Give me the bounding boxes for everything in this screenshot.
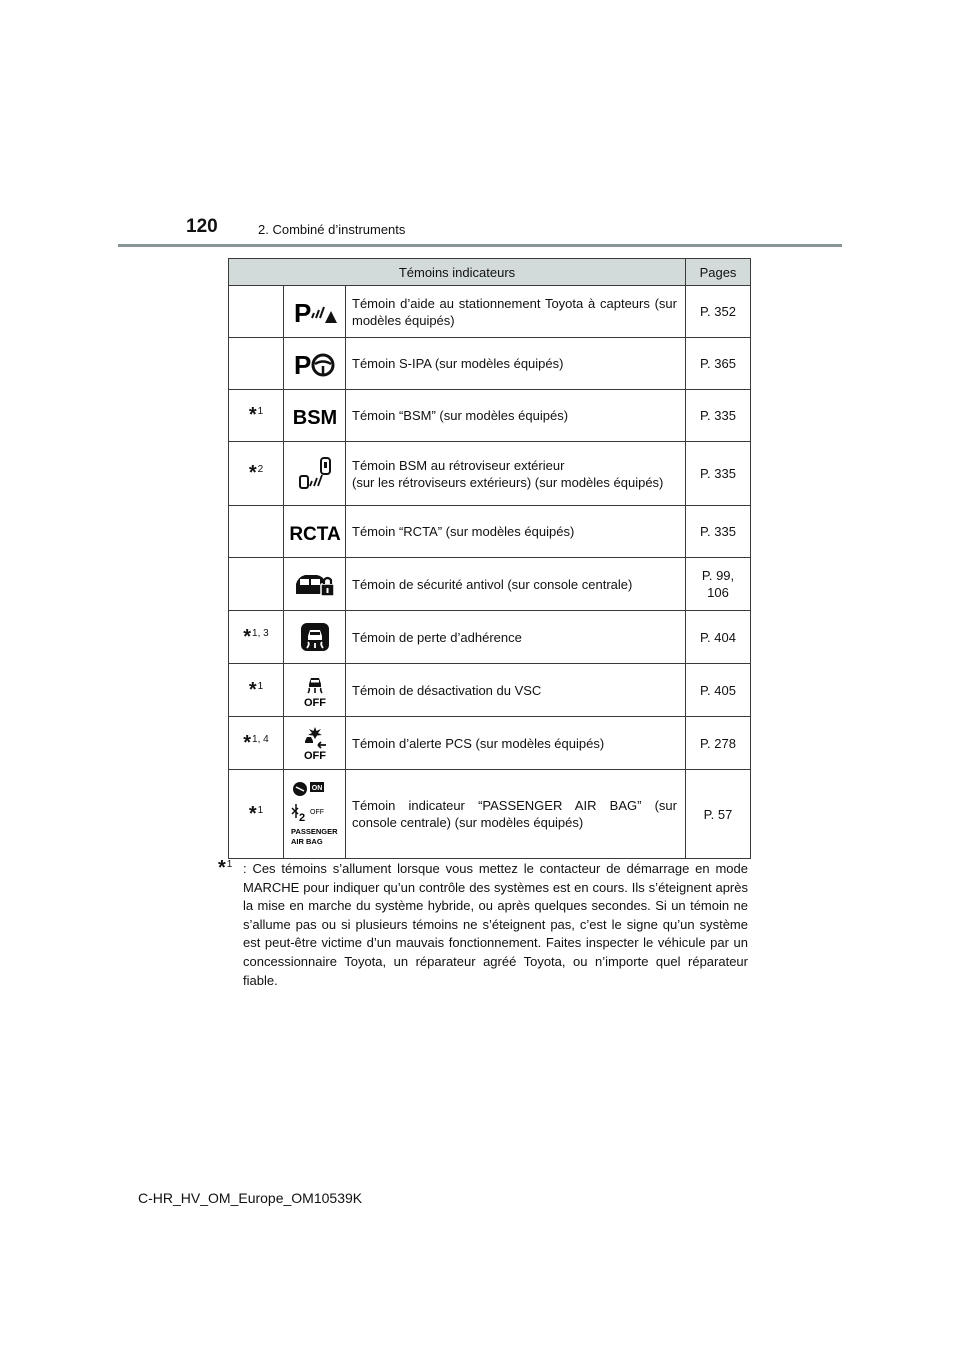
page-number: 120 [186,216,218,237]
icon-cell [284,717,346,770]
icon-cell [284,338,346,390]
note-number: 1 [257,804,264,816]
table-header-row [229,259,751,286]
page-ref: P. 365 [686,338,751,390]
note-cell [229,558,284,611]
page-ref: P. 278 [686,717,751,770]
page-ref: P. 99, 106 [686,558,751,611]
note-number: 2 [257,464,264,475]
svg-text:P: P [293,297,311,326]
pcs-off-icon [297,725,333,761]
icon-cell [284,442,346,506]
table-row [229,770,751,859]
description-cell: Témoin de perte d’adhérence [346,611,686,664]
header-rule [118,244,842,247]
page-ref: P. 57 [686,770,751,859]
asterisk: * [218,857,226,879]
note-number: 1, 3 [252,627,269,639]
asterisk: * [243,731,252,754]
footnote-text: : Ces témoins s’allument lorsque vous mettez le contacteur de démarrage en mode MARCHE pour indiquer qu’un contrôle des systèmes est en cours. Ils s’éteignent après la mise en marche du système hybride, ou après quelques secondes. Si un témoin ne s’allume pas ou si plusieurs témoins ne s’éteignent pas, c’est le signe qu’un système est peut-être victime d’un mauvais fonctionnement. Faites inspecter le véhicule par un concessionnaire Toyota, un réparateur agréé Toyota, ou n’importe quel réparateur fiable. [243,861,748,988]
table-row [229,558,751,611]
svg-text:OFF: OFF [303,697,326,708]
mirror-bsm-icon [295,454,335,494]
svg-text:2: 2 [298,812,305,824]
description-cell: Témoin BSM au rétroviseur extérieur (sur les rétroviseurs extérieurs) (sur modèles équipés) [346,442,686,506]
s-ipa-icon [292,350,338,378]
description-cell: Témoin “BSM” (sur modèles équipés) [346,390,686,442]
note-cell [229,506,284,558]
table-row [229,506,751,558]
svg-text:BSM: BSM [292,406,337,428]
svg-text:RCTA: RCTA [288,523,341,544]
asterisk: * [248,462,257,484]
asterisk: * [248,678,257,701]
description-cell: Témoin de sécurité antivol (sur console centrale) [346,558,686,611]
description-cell: Témoin d’aide au stationnement Toyota à capteurs (sur modèles équipés) [346,286,686,338]
page-ref: P. 335 [686,390,751,442]
description-cell: Témoin de désactivation du VSC [346,664,686,717]
table-row [229,611,751,664]
slip-icon [299,621,331,653]
table-row [229,338,751,390]
icon-cell [284,506,346,558]
icon-cell [284,611,346,664]
asterisk: * [243,625,252,648]
svg-text:P: P [293,349,311,378]
description-cell: Témoin S-IPA (sur modèles équipés) [346,338,686,390]
parking-sensor-icon [292,298,338,326]
note-cell [229,338,284,390]
bsm-icon [290,404,340,428]
page-ref: P. 405 [686,664,751,717]
note-cell [229,664,284,717]
page-ref: P. 352 [686,286,751,338]
table-row [229,442,751,506]
description-cell: Témoin indicateur “PASSENGER AIR BAG” (sur console centrale) (sur modèles équipés) [346,770,686,859]
description-cell: Témoin “RCTA” (sur modèles équipés) [346,506,686,558]
column-header-indicators: Témoins indicateurs [229,259,686,286]
svg-text:AIR BAG: AIR BAG [290,837,323,846]
note-cell [229,717,284,770]
asterisk: * [248,802,257,825]
table-row [229,664,751,717]
icon-cell [284,286,346,338]
svg-text:PASSENGER: PASSENGER [290,827,338,836]
table-row [229,390,751,442]
icon-cell [284,390,346,442]
icon-cell [284,664,346,717]
column-header-pages: Pages [686,259,751,286]
security-icon [293,570,337,598]
vsc-off-icon [297,672,333,708]
indicator-table [228,258,751,859]
note-cell [229,390,284,442]
footnote-marker [218,857,233,879]
svg-text:ON: ON [311,785,322,792]
footnote-number: 1 [226,859,233,870]
page-ref: P. 335 [686,442,751,506]
note-cell [229,611,284,664]
svg-text:OFF: OFF [303,750,326,761]
note-cell [229,286,284,338]
note-cell [229,770,284,859]
section-title: 2. Combiné d’instruments [258,222,406,237]
passenger-airbag-icon [288,778,342,850]
footnote [218,857,748,990]
page-ref: P. 335 [686,506,751,558]
page-ref: P. 404 [686,611,751,664]
svg-text:OFF: OFF [309,809,324,816]
note-number: 1, 4 [252,733,269,745]
asterisk: * [248,404,257,426]
icon-cell [284,558,346,611]
description-cell: Témoin d’alerte PCS (sur modèles équipés) [346,717,686,770]
table-row [229,286,751,338]
note-number: 1 [257,680,264,692]
table-row [229,717,751,770]
document-id: C-HR_HV_OM_Europe_OM10539K [138,1190,363,1206]
rcta-icon [288,520,342,544]
icon-cell [284,770,346,859]
note-number: 1 [257,406,264,417]
note-cell [229,442,284,506]
